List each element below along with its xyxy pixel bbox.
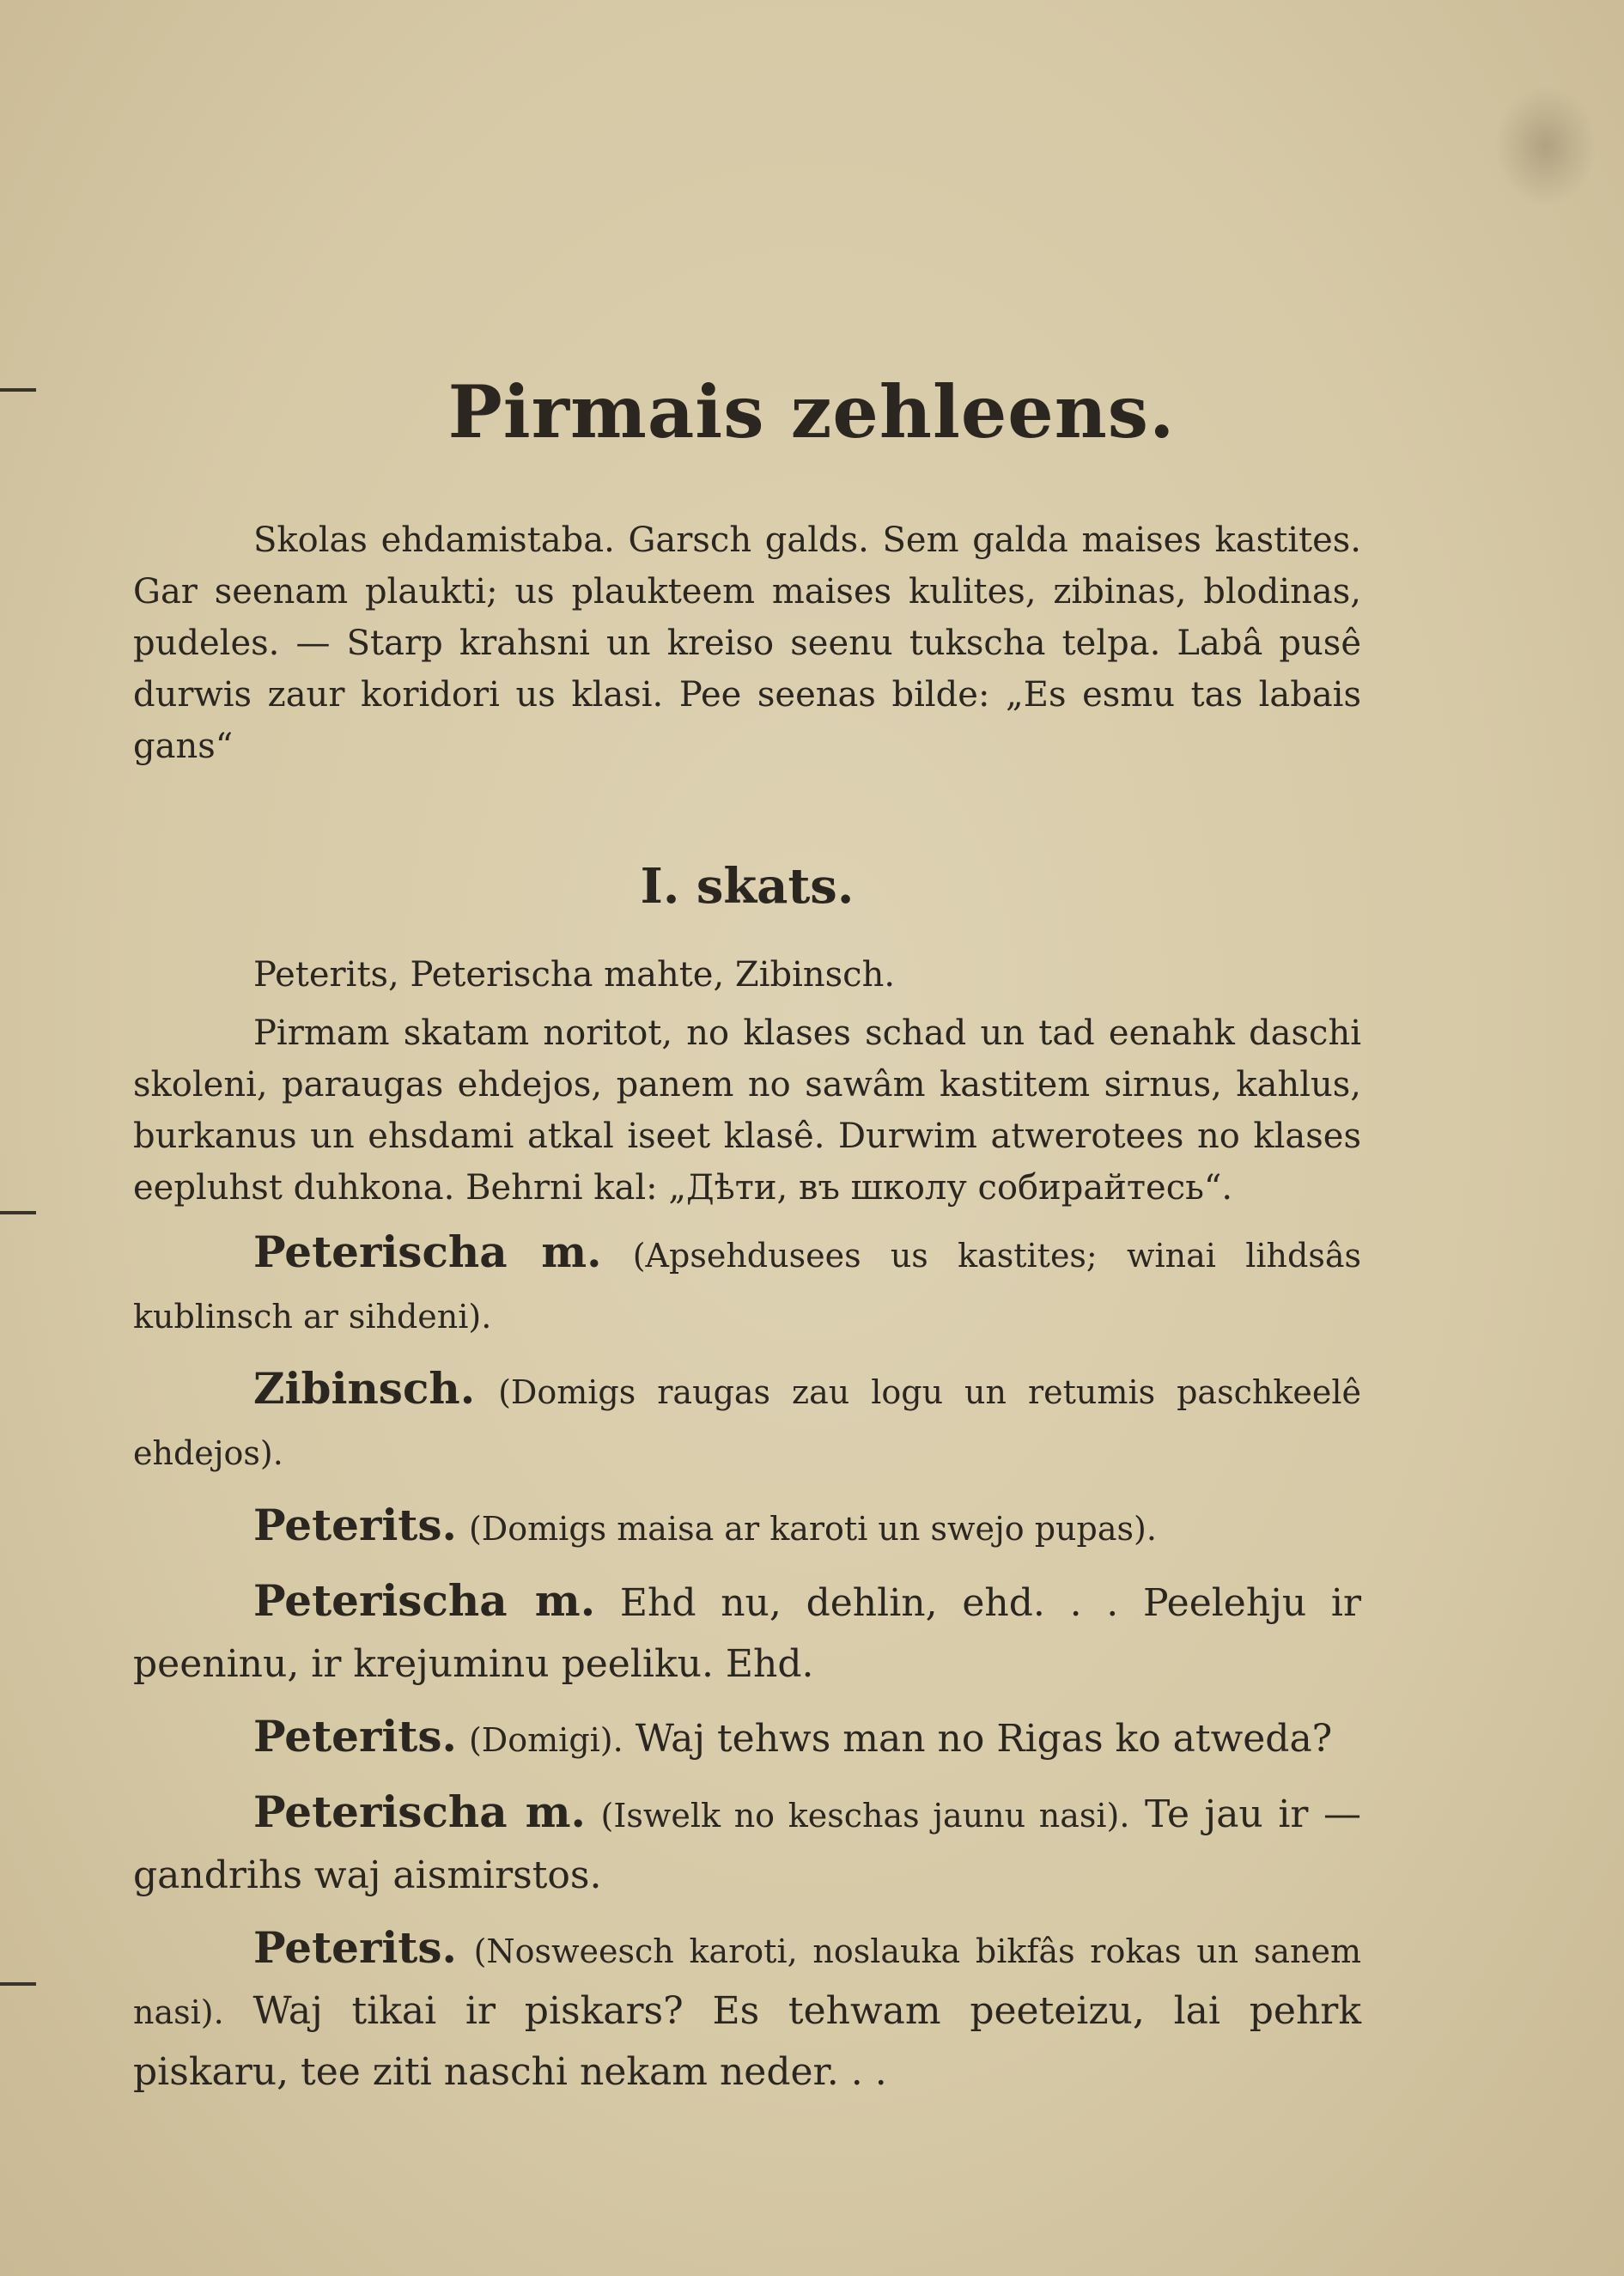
speaker-name: Peterischa m. xyxy=(253,1226,602,1277)
dialogue-line xyxy=(133,1359,1361,1483)
page-content xyxy=(133,369,1361,2115)
dialogue-line xyxy=(133,1782,1361,1906)
speech-text: Waj tikai ir piskars? Es tehwam peeteizu, lai pehrk piskaru, tee ziti naschi nekam neder. . . xyxy=(133,1989,1361,2094)
margin-mark xyxy=(0,1982,36,1986)
speaker-name: Peterits. xyxy=(253,1711,457,1762)
stage-note: (Domigi). xyxy=(468,1721,623,1759)
speech-text: Waj tehws man no Rigas ko atweda? xyxy=(635,1717,1333,1761)
characters-list: Peterits, Peterischa mahte, Zibinsch. xyxy=(253,955,896,995)
speech-text: Te jau ir — gandrihs waj aismirstos. xyxy=(133,1792,1361,1897)
speaker-name: Peterits. xyxy=(253,1922,457,1973)
dialogue-line xyxy=(133,1495,1361,1559)
speaker-name: Peterischa m. xyxy=(253,1786,586,1837)
speaker-name: Peterischa m. xyxy=(253,1575,596,1626)
stage-note: (Nosweesch karoti, noslauka bikfâs rokas un sanem nasi). xyxy=(133,1932,1361,2031)
margin-mark xyxy=(0,1211,36,1214)
scene-heading: I. skats. xyxy=(640,858,855,915)
stage-note: (Domigs maisa ar karoti un swejo pupas). xyxy=(468,1510,1157,1548)
dialogue-line xyxy=(133,1707,1361,1770)
margin-mark xyxy=(0,388,36,392)
stage-note: (Iswelk no keschas jaunu nasi). xyxy=(600,1797,1130,1835)
stage-note: (Domigs raugas zau logu un retumis paschkeelê ehdejos). xyxy=(133,1373,1361,1472)
dialogue-line xyxy=(133,1918,1361,2103)
scene-intro: Pirmam skatam noritot, no klases schad un tad eenahk daschi skoleni, paraugas ehdejos, panem no sawâm kastitem sirnus, kahlus, burkanus un ehsdami atkal iseet klasê. Durwim atwerotees no klases eepluhst duhkona. Behrni kal: „Дѣти, въ школу собирайтесь“. xyxy=(133,1013,1361,1208)
dialogue-line xyxy=(133,1222,1361,1347)
paper-stain xyxy=(1494,86,1597,206)
speaker-name: Peterits. xyxy=(253,1500,457,1550)
stage-direction: Skolas ehdamistaba. Garsch galds. Sem galda maises kastites. Gar seenam plaukti; us plaukteem maises kulites, zibinas, blodinas, pudeles. — Starp krahsni un kreiso seenu tukscha telpa. Labâ pusê durwis zaur koridori us klasi. Pee seenas bilde: „Es esmu tas labais gans“ xyxy=(133,520,1361,766)
speech-text: Ehd nu, dehlin, ehd. . . Peelehju ir peeninu, ir krejuminu peeliku. Ehd. xyxy=(133,1581,1361,1686)
stage-note: (Apsehdusees us kastites; winai lihdsâs kublinsch ar sihdeni). xyxy=(133,1237,1361,1336)
page-title: Pirmais zehleens. xyxy=(447,369,1176,454)
dialogue-line xyxy=(133,1571,1361,1695)
speaker-name: Zibinsch. xyxy=(253,1363,476,1414)
